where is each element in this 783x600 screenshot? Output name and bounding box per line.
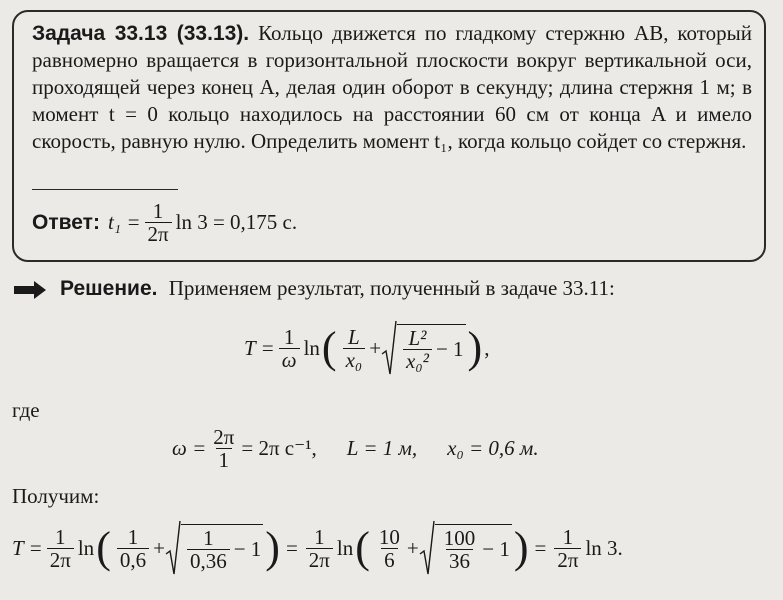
answer-line xyxy=(32,200,297,245)
answer-fraction xyxy=(145,200,172,245)
f3-n1: 1 xyxy=(55,524,66,549)
radical-icon xyxy=(419,520,435,576)
answer-frac-den: 2π xyxy=(145,222,172,245)
f3-plus2: + xyxy=(406,535,419,560)
answer-frac-num: 1 xyxy=(152,199,164,223)
f1-a-den: x₀ xyxy=(343,348,366,371)
f3-lhs: T = xyxy=(12,535,43,560)
f1-paren-close: ) xyxy=(467,323,483,372)
f1-lhs: T = xyxy=(244,335,275,360)
f3-frac-e xyxy=(441,527,479,572)
f2-w-rest: = 2π с⁻¹, xyxy=(241,436,317,460)
f1-frac-a xyxy=(343,326,366,371)
f3-a-den: 0,6 xyxy=(117,548,149,571)
f3-minus1-a: − 1 xyxy=(233,537,262,561)
f3-eq1: = xyxy=(285,535,298,560)
f3-frac1 xyxy=(47,526,74,571)
f1-frac-b xyxy=(403,327,432,372)
answer-label: Ответ: xyxy=(32,210,100,234)
f2-w: ω = xyxy=(172,436,207,460)
f3-d2: 2π xyxy=(306,548,333,571)
f1-den: ω xyxy=(279,348,300,371)
task-heading: Задача 33.13 (33.13). xyxy=(32,22,250,45)
arrow-right-icon xyxy=(12,280,48,300)
f3-frac-c xyxy=(376,526,403,571)
f2-num: 2π xyxy=(213,425,235,449)
answer-divider xyxy=(32,189,178,190)
f3-paren1-open: ( xyxy=(96,523,111,572)
f3-ln1: ln xyxy=(77,535,95,560)
solution-label: Решение. xyxy=(60,277,158,300)
f3-paren2-close: ) xyxy=(513,523,529,572)
answer-lhs: t₁ = xyxy=(107,210,141,234)
task-text xyxy=(32,20,752,155)
f1-sqrt xyxy=(381,320,466,376)
f3-n2: 1 xyxy=(314,524,325,549)
formula-1 xyxy=(244,320,489,376)
f2-den: 1 xyxy=(216,448,233,471)
formula-3 xyxy=(12,520,623,576)
f3-minus1-b: − 1 xyxy=(482,537,510,561)
f3-e-den: 36 xyxy=(446,549,473,572)
answer-rest: ln 3 = 0,175 с. xyxy=(175,210,298,234)
f1-end: , xyxy=(484,335,490,360)
f3-tail: ln 3. xyxy=(585,535,623,560)
f3-eq2: = xyxy=(534,535,547,560)
f3-b-den: 0,36 xyxy=(187,549,230,572)
f3-paren1-close: ) xyxy=(265,523,280,572)
f1-b-den: x₀² xyxy=(403,349,432,372)
obtain-label: Получим: xyxy=(12,484,100,508)
f3-paren2-open: ( xyxy=(355,523,370,572)
f3-d1: 2π xyxy=(47,548,74,571)
task-body: Кольцо движется по гладкому стержню AB, который равномерно вращается в горизонтальной плоскости вокруг вертикальной оси, проходящей через конец A, делая один оборот в секунду; длина стержня 1 м; в момент t = 0 кольцо находилось на расстоянии 60 см от конца A и имело скорость, равную нулю. Определить момент t₁, когда кольцо сойдет со стержня. xyxy=(32,21,752,153)
f3-frac-b xyxy=(187,527,230,572)
radical-icon xyxy=(381,320,397,376)
f3-c-den: 6 xyxy=(381,548,398,571)
f1-paren-open: ( xyxy=(321,323,337,372)
f2-L: L = 1 м, xyxy=(346,436,418,460)
f3-ln2: ln xyxy=(336,535,354,560)
f1-frac xyxy=(279,326,300,371)
f3-plus1: + xyxy=(153,535,165,560)
f3-frac-a xyxy=(117,526,149,571)
f3-a-num: 1 xyxy=(127,524,139,549)
f3-b-num: 1 xyxy=(203,526,214,550)
f3-frac3 xyxy=(554,526,581,571)
f1-num: 1 xyxy=(283,324,295,349)
f1-plus: + xyxy=(369,335,382,360)
f3-e-num: 100 xyxy=(443,526,476,550)
f2-frac xyxy=(210,426,237,471)
f3-d3: 2π xyxy=(554,548,581,571)
f3-sqrt1 xyxy=(165,520,263,576)
formula-2 xyxy=(172,426,539,471)
solution-intro: Применяем результат, полученный в задаче 33.11: xyxy=(168,276,615,300)
f2-x0: x₀ = 0,6 м. xyxy=(447,436,539,460)
radical-icon xyxy=(165,520,181,576)
f3-sqrt2 xyxy=(419,520,512,576)
f3-frac2 xyxy=(306,526,333,571)
where-label: где xyxy=(12,398,40,422)
f1-minus1: − 1 xyxy=(435,337,464,361)
f3-c-num: 10 xyxy=(378,524,400,549)
f1-ln: ln xyxy=(303,335,320,360)
f3-n3: 1 xyxy=(562,524,574,549)
solution-line xyxy=(60,276,615,301)
f1-b-num: L² xyxy=(408,326,427,350)
f1-a-num: L xyxy=(348,324,360,349)
